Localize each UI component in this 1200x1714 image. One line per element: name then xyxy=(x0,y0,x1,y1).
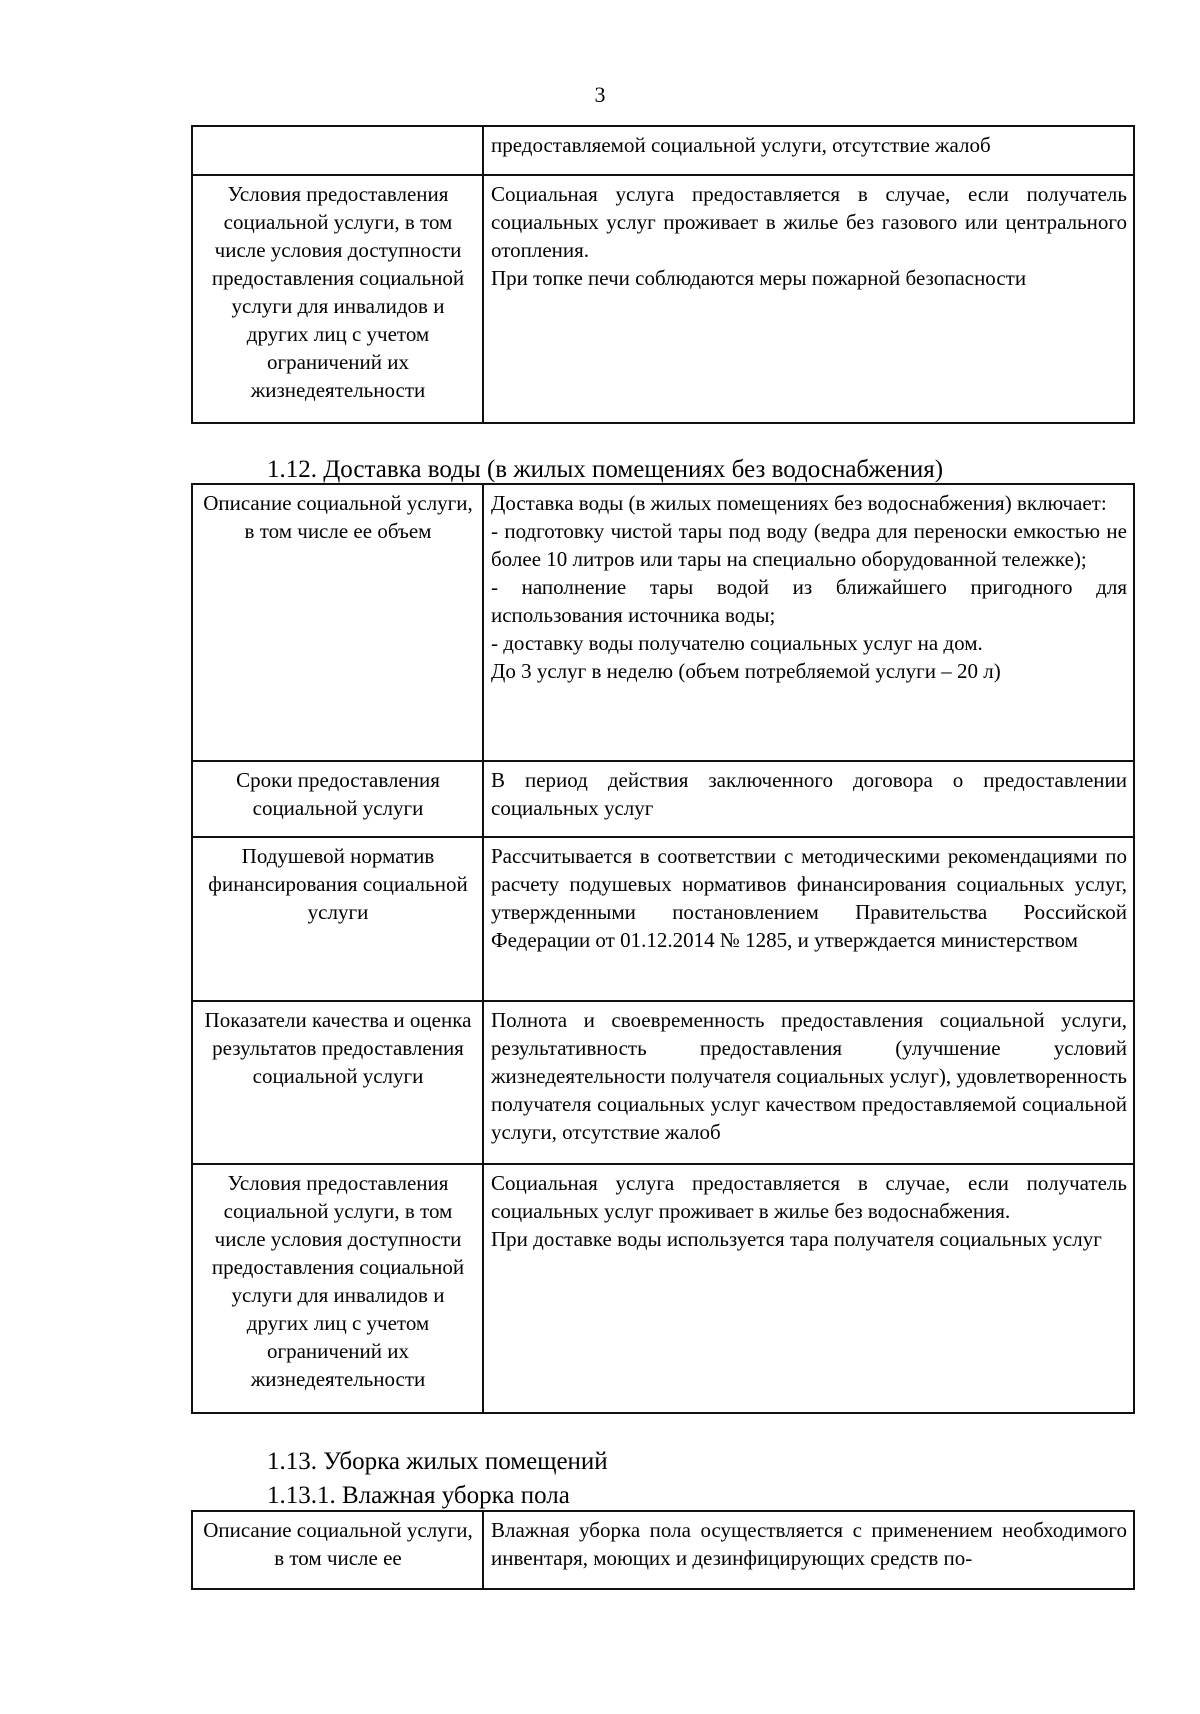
paragraph: До 3 услуг в неделю (объем потребляемой услуги – 20 л) xyxy=(491,659,1001,683)
table-2 xyxy=(191,483,1135,1414)
row-label: Условия предоставления социальной услуги, в том числе условия доступности предоставления социальной услуги для инвалидов и других лиц с учетом ограничений их жизнедеятельности xyxy=(192,175,483,423)
table-row xyxy=(192,837,1134,1001)
paragraph: предоставляемой социальной услуги, отсутствие жалоб xyxy=(491,133,991,157)
row-text xyxy=(483,1164,1134,1413)
row-label xyxy=(192,126,483,175)
paragraph: Доставка воды (в жилых помещениях без водоснабжения) включает: xyxy=(491,491,1107,515)
table-row xyxy=(192,126,1134,175)
paragraph: - наполнение тары водой из ближайшего пригодного для использования источника воды; xyxy=(491,575,1127,627)
table-row xyxy=(192,761,1134,837)
paragraph: - подготовку чистой тары под воду (ведра для переноски емкостью не более 10 литров или тары на специально оборудованной тележке); xyxy=(491,519,1127,571)
paragraph: Полнота и своевременность предоставления социальной услуги, результативность предоставления (улучшение условий жизнедеятельности получателя социальных услуг), удовлетворенность получателя социальных услуг качеством предоставляемой социальной услуги, отсутствие жалоб xyxy=(491,1008,1127,1144)
row-text xyxy=(483,837,1134,1001)
table-row xyxy=(192,1001,1134,1164)
row-label: Подушевой норматив финансирования социальной услуги xyxy=(192,837,483,1001)
section-heading: 1.13. Уборка жилых помещений xyxy=(267,1448,608,1475)
paragraph: В период действия заключенного договора о предоставлении социальных услуг xyxy=(491,768,1127,820)
row-text xyxy=(483,1001,1134,1164)
row-text xyxy=(483,175,1134,423)
row-label: Условия предоставления социальной услуги, в том числе условия доступности предоставления социальной услуги для инвалидов и других лиц с учетом ограничений их жизнедеятельности xyxy=(192,1164,483,1413)
paragraph: Социальная услуга предоставляется в случае, если получатель социальных услуг проживает в жилье без газового или центрального отопления. xyxy=(491,182,1127,262)
table-1 xyxy=(191,125,1135,424)
row-text xyxy=(483,126,1134,175)
paragraph: При доставке воды используется тара получателя социальных услуг xyxy=(491,1227,1102,1251)
table-row xyxy=(192,1511,1134,1589)
table-3 xyxy=(191,1510,1135,1590)
subsection-heading: 1.13.1. Влажная уборка пола xyxy=(267,1482,570,1509)
paragraph: Рассчитывается в соответствии с методическими рекомендациями по расчету подушевых нормативов финансирования социальных услуг, утвержденными постановлением Правительства Российской Федерации от 01.12.2014 № 1285, и утверждается министерством xyxy=(491,844,1127,952)
row-text xyxy=(483,1511,1134,1589)
page-number: 3 xyxy=(594,82,606,107)
paragraph: При топке печи соблюдаются меры пожарной безопасности xyxy=(491,266,1027,290)
row-label: Описание социальной услуги, в том числе ее xyxy=(192,1511,483,1589)
table-row xyxy=(192,175,1134,423)
paragraph: Социальная услуга предоставляется в случае, если получатель социальных услуг проживает в жилье без водоснабжения. xyxy=(491,1171,1127,1223)
table-row xyxy=(192,1164,1134,1413)
paragraph: - доставку воды получателю социальных услуг на дом. xyxy=(491,631,983,655)
row-label: Показатели качества и оценка результатов предоставления социальной услуги xyxy=(192,1001,483,1164)
row-label: Описание социальной услуги, в том числе ее объем xyxy=(192,484,483,761)
row-text xyxy=(483,761,1134,837)
table-row xyxy=(192,484,1134,761)
paragraph: Влажная уборка пола осуществляется с применением необходимого инвентаря, моющих и дезинфицирующих средств по- xyxy=(491,1518,1127,1570)
row-label: Сроки предоставления социальной услуги xyxy=(192,761,483,837)
section-heading: 1.12. Доставка воды (в жилых помещениях без водоснабжения) xyxy=(267,456,944,483)
row-text xyxy=(483,484,1134,761)
